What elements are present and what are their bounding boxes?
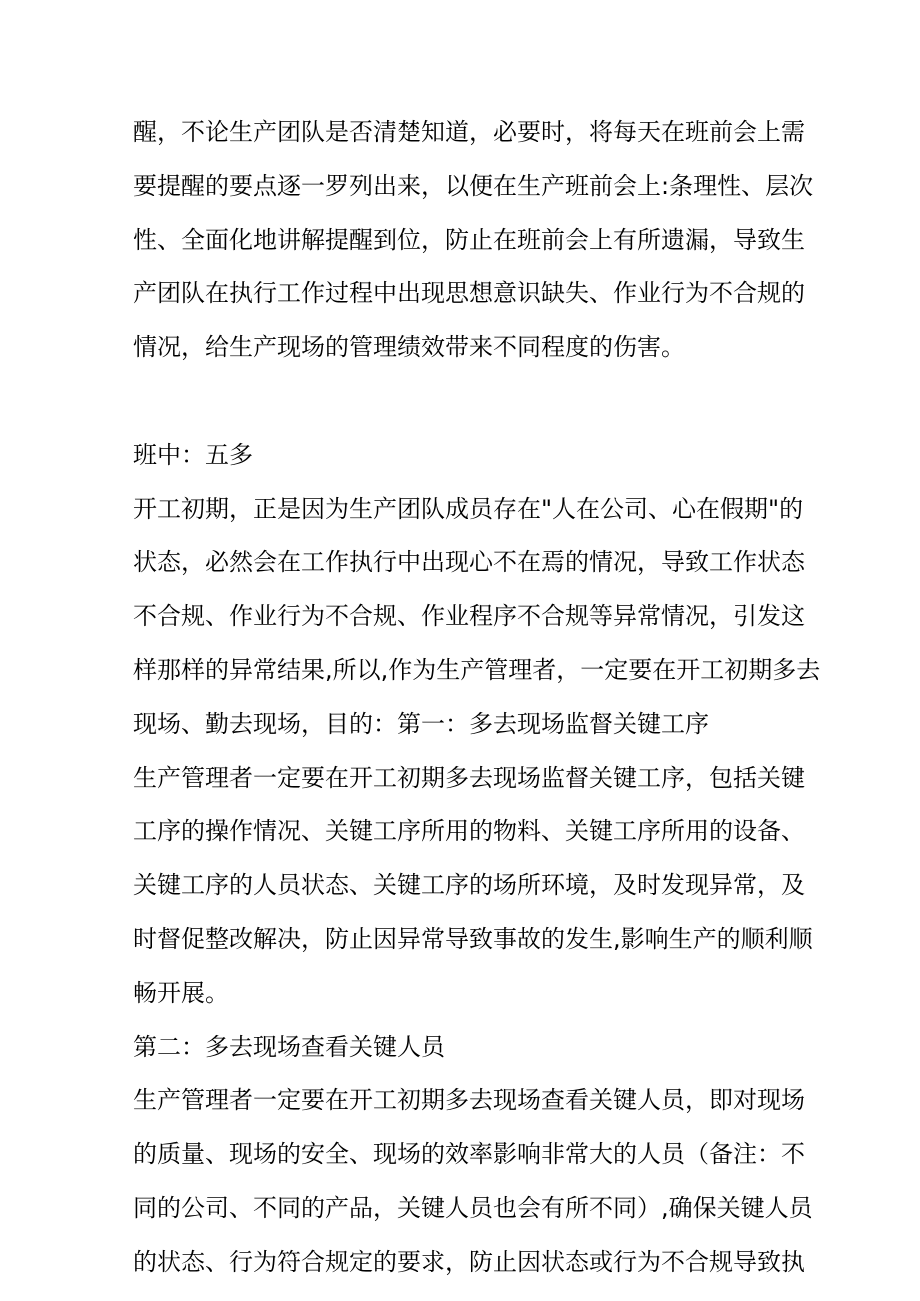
- paragraph-line: 生产管理者一定要在开工初期多去现场监督关键工序，包括关键: [133, 763, 805, 792]
- paragraph-line: 醒，不论生产团队是否清楚知道，必要时，将每天在班前会上需: [133, 118, 805, 146]
- paragraph-line: 生产管理者一定要在开工初期多去现场查看关键人员，即对现场: [133, 1086, 805, 1115]
- paragraph-line: 要提醒的要点逐一罗列出来，以便在生产班前会上:条理性、层次: [133, 171, 814, 200]
- paragraph-line: 关键工序的人员状态、关键工序的场所环境，及时发现异常，及: [133, 871, 805, 900]
- document-body: [133, 106, 821, 1290]
- paragraph-line: 不合规、作业行为不合规、作业程序不合规等异常情况，引发这: [133, 602, 805, 631]
- subheading: 第二：多去现场查看关键人员: [133, 1032, 445, 1061]
- paragraph-line: 的质量、现场的安全、现场的效率影响非常大的人员（备注：不: [133, 1140, 805, 1169]
- paragraph-line: 状态，必然会在工作执行中出现心不在焉的情况，导致工作状态: [133, 548, 805, 577]
- paragraph-line: 时督促整改解决，防止因异常导致事故的发生,影响生产的顺利顺: [133, 924, 813, 953]
- paragraph-line: 情况，给生产现场的管理绩效带来不同程度的伤害。: [133, 333, 685, 362]
- paragraph-1: [133, 106, 814, 375]
- paragraph-4: [133, 1074, 813, 1289]
- paragraph-line: 开工初期，正是因为生产团队成员存在"人在公司、心在假期"的: [133, 494, 804, 523]
- paragraph-line: 产团队在执行工作过程中出现思想意识缺失、作业行为不合规的: [133, 279, 805, 308]
- section-heading: 班中：五多: [133, 440, 253, 469]
- paragraph-line: 畅开展。: [133, 978, 229, 1007]
- paragraph-line: 同的公司、不同的产品，关键人员也会有所不同）,确保关键人员: [133, 1193, 813, 1222]
- paragraph-line: 样那样的异常结果,所以,作为生产管理者，一定要在开工初期多去: [133, 655, 821, 684]
- paragraph-line: 的状态、行为符合规定的要求，防止因状态或行为不合规导致执: [133, 1247, 805, 1276]
- paragraph-2: [133, 483, 821, 752]
- paragraph-line: 工序的操作情况、关键工序所用的物料、关键工序所用的设备、: [133, 817, 805, 846]
- paragraph-spacer: [133, 375, 793, 429]
- paragraph-line: 现场、勤去现场，目的：第一：多去现场监督关键工序: [133, 709, 709, 738]
- paragraph-line: 性、全面化地讲解提醒到位，防止在班前会上有所遗漏，导致生: [133, 225, 805, 254]
- paragraph-3: [133, 752, 813, 1021]
